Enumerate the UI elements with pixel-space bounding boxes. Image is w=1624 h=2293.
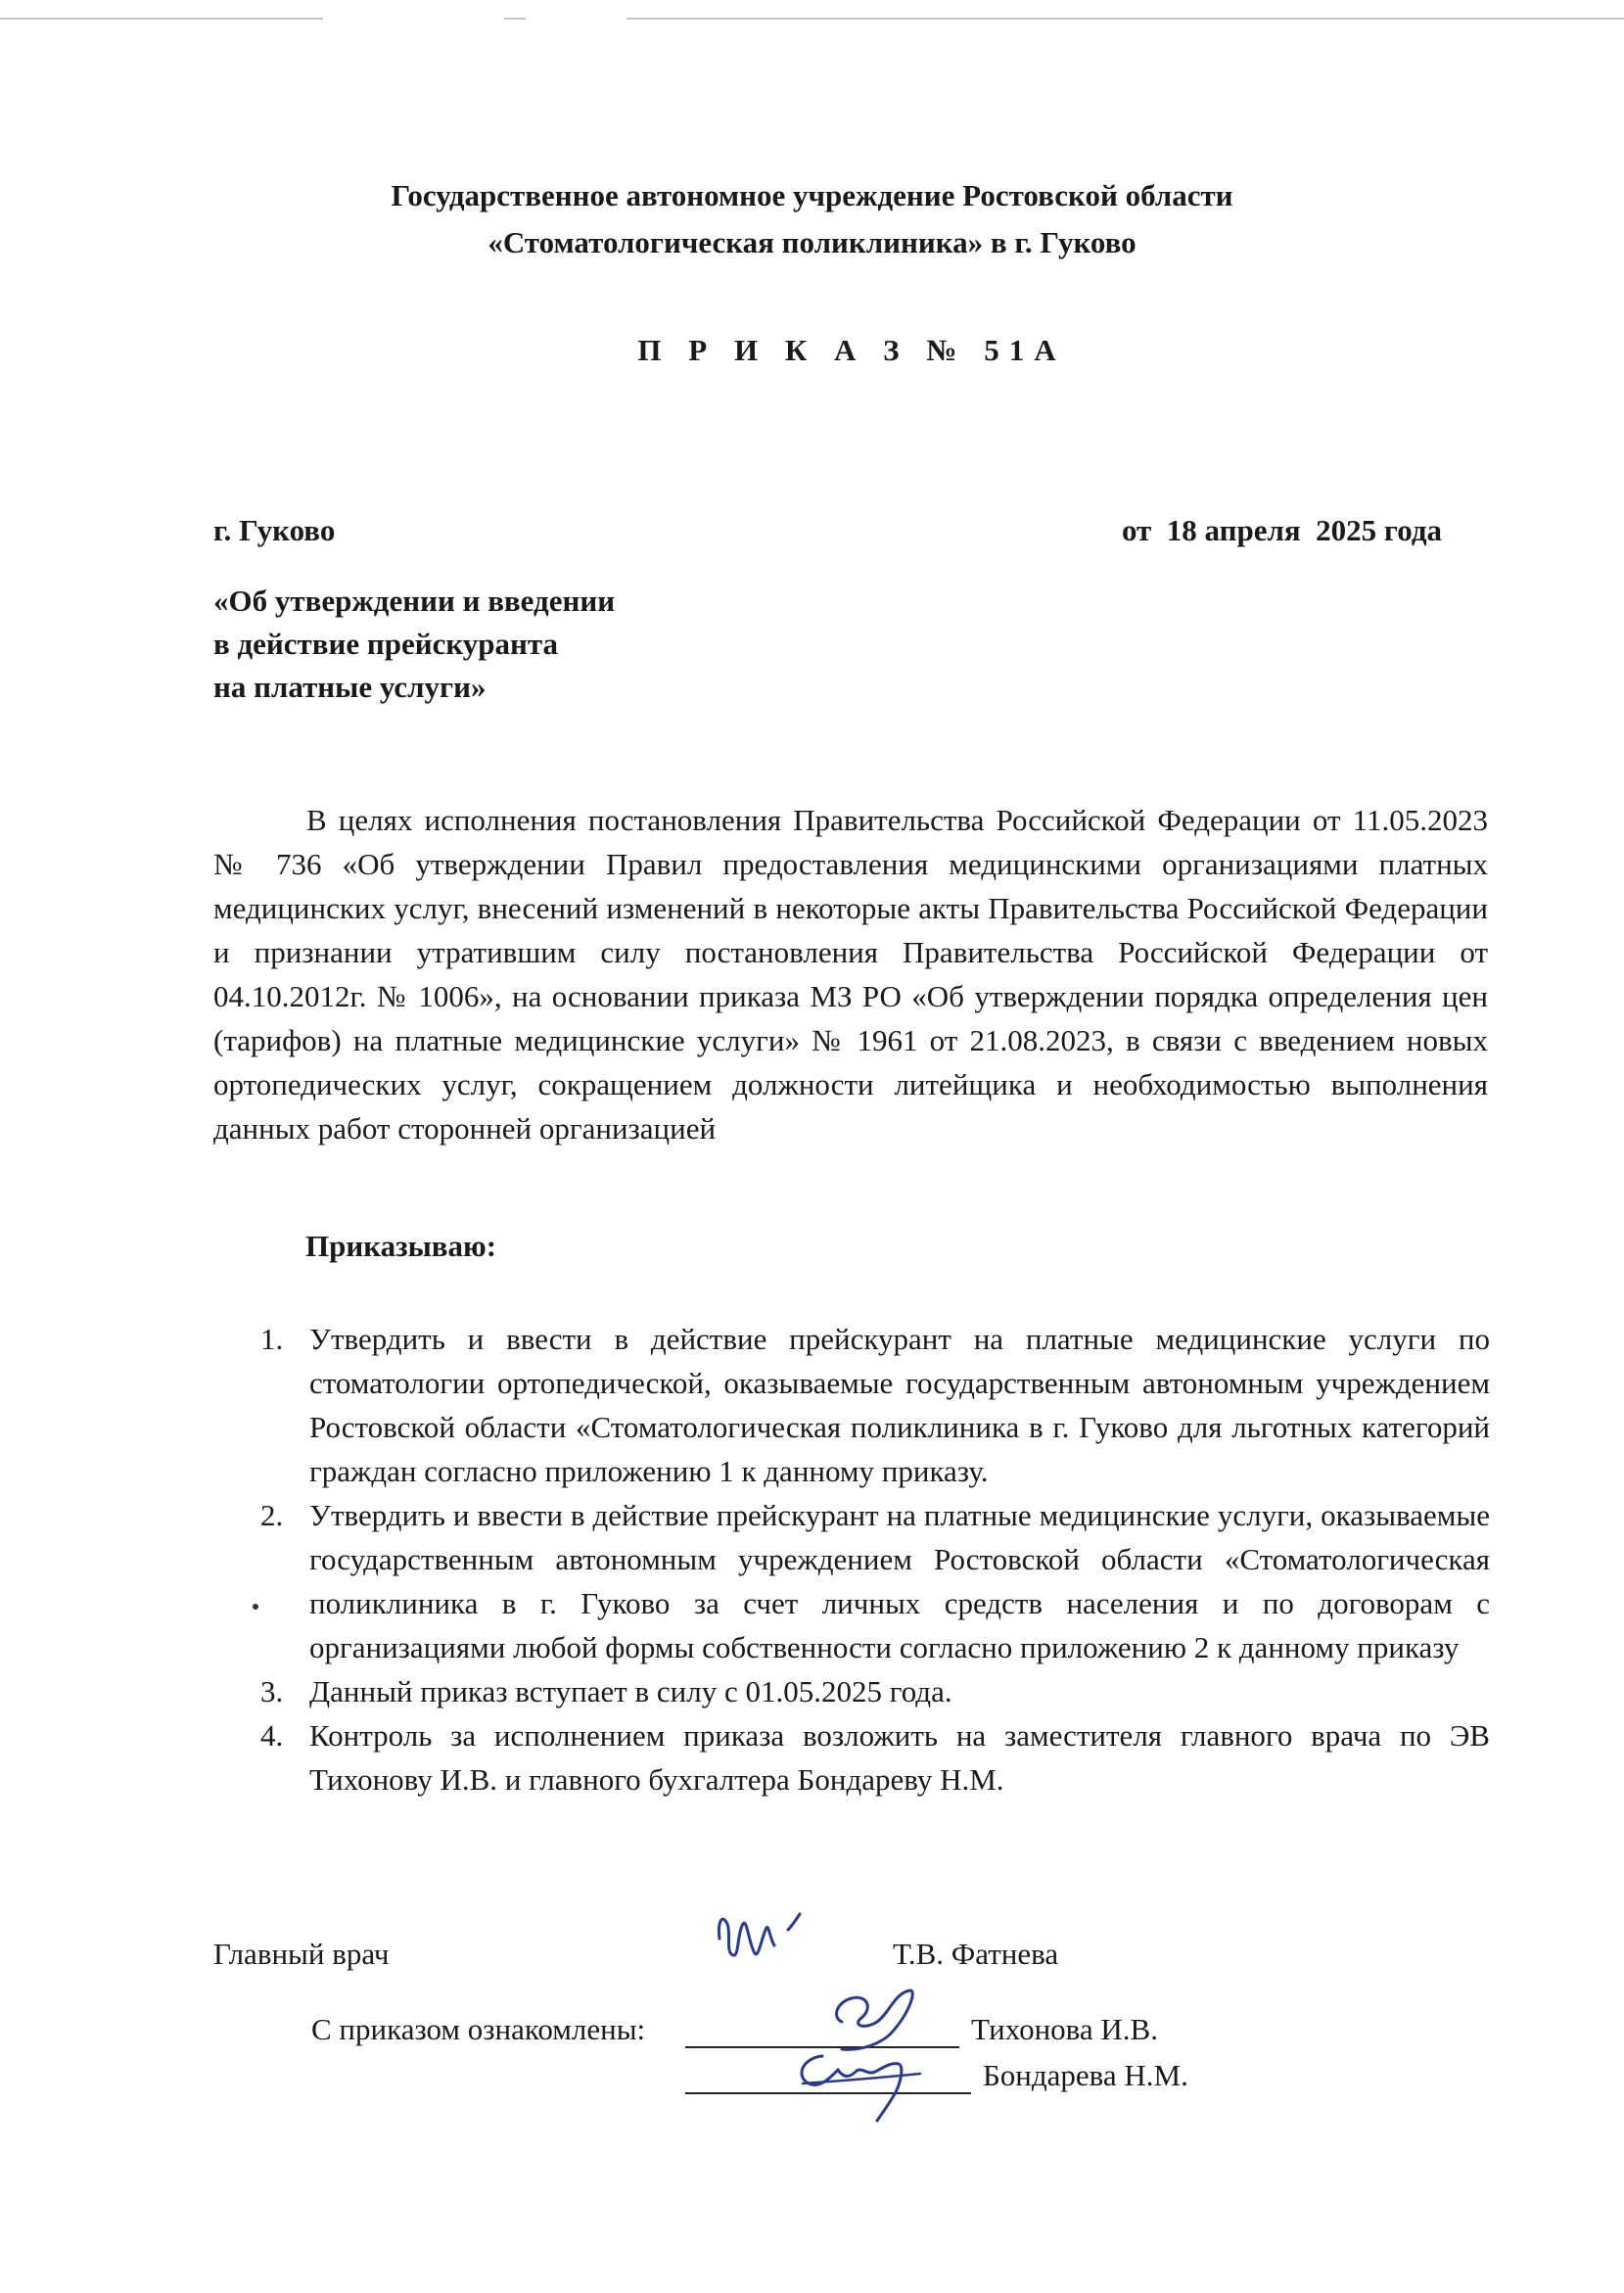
item-text: Данный приказ вступает в силу с 01.05.2025 года. xyxy=(309,1674,952,1708)
item-number: 4. xyxy=(260,1718,284,1753)
order-title: П Р И К А З № 51А xyxy=(637,333,1066,367)
item-number: 1. xyxy=(260,1322,284,1356)
list-item xyxy=(247,1317,1490,1493)
organization-name-line1: Государственное автономное учреждение Ростовской области xyxy=(391,178,1233,212)
chief-doctor-signature xyxy=(710,1895,857,1983)
acknowledged-name-2: Бондарева Н.М. xyxy=(983,2058,1188,2092)
order-subject xyxy=(213,580,899,709)
item-number: 2. xyxy=(260,1498,284,1532)
acknowledgement-label: С приказом ознакомлены: xyxy=(311,2012,646,2046)
orders-heading: Приказываю: xyxy=(305,1229,497,1263)
scan-artifact xyxy=(0,18,323,20)
scan-artifact xyxy=(626,18,1624,20)
organization-name-line2: «Стоматологическая поликлиника» в г. Гуково xyxy=(487,225,1137,259)
order-date: от 18 апреля 2025 года xyxy=(1121,513,1442,547)
list-item xyxy=(247,1669,1490,1713)
bondareva-signature xyxy=(783,2036,940,2125)
organization-header xyxy=(0,172,1624,266)
list-item xyxy=(247,1493,1490,1669)
acknowledged-name-1: Тихонова И.В. xyxy=(971,2012,1158,2046)
order-city: г. Гуково xyxy=(213,513,336,547)
item-text: Контроль за исполнением приказа возложить на заместителя главного врача по ЭВ Тихонову И.В. и главного бухгалтера Бондареву Н.М. xyxy=(309,1718,1490,1797)
list-item xyxy=(247,1713,1490,1802)
signatory-name: Т.В. Фатнева xyxy=(893,1937,1059,1971)
item-text: Утвердить и ввести в действие прейскурант на платные медицинские услуги по стоматологии ортопедической, оказываемые государственным автономным учреждением Ростовской области «Стоматологическая поликлиника в г. Гуково для льготных категорий граждан согласно приложению 1 к данному приказу. xyxy=(309,1322,1490,1488)
item-number: 3. xyxy=(260,1674,284,1708)
order-items-list xyxy=(247,1317,1490,1802)
signatory-role: Главный врач xyxy=(213,1937,390,1971)
subject-line1: «Об утверждении и введении xyxy=(213,584,616,618)
scan-artifact xyxy=(504,18,526,20)
scan-dot xyxy=(253,1604,258,1610)
preamble-paragraph: В целях исполнения постановления Правительства Российской Федерации от 11.05.2023 № 736 «Об утверждении Правил предоставления медицинскими организациями платных медицинских услуг, внесений изменений в некоторые акты Правительства Российской Федерации и признании утратившим силу постановления Правительства Российской Федерации от 04.10.2012г. № 1006», на основании приказа МЗ РО «Об утверждении порядка определения цен (тарифов) на платные медицинские услуги» № 1961 от 21.08.2023, в связи с введением новых ортопедических услуг, сокращением должности литейщика и необходимостью выполнения данных работ сторонней организацией xyxy=(213,803,1488,1146)
subject-line2: в действие прейскуранта xyxy=(213,627,559,661)
item-text: Утвердить и ввести в действие прейскурант на платные медицинские услуги, оказываемые государственным автономным учреждением Ростовской области «Стоматологическая поликлиника в г. Гуково за счет личных средств населения и по договорам с организациями любой формы собственности согласно приложению 2 к данному приказу xyxy=(309,1498,1490,1664)
subject-line3: на платные услуги» xyxy=(213,670,487,704)
